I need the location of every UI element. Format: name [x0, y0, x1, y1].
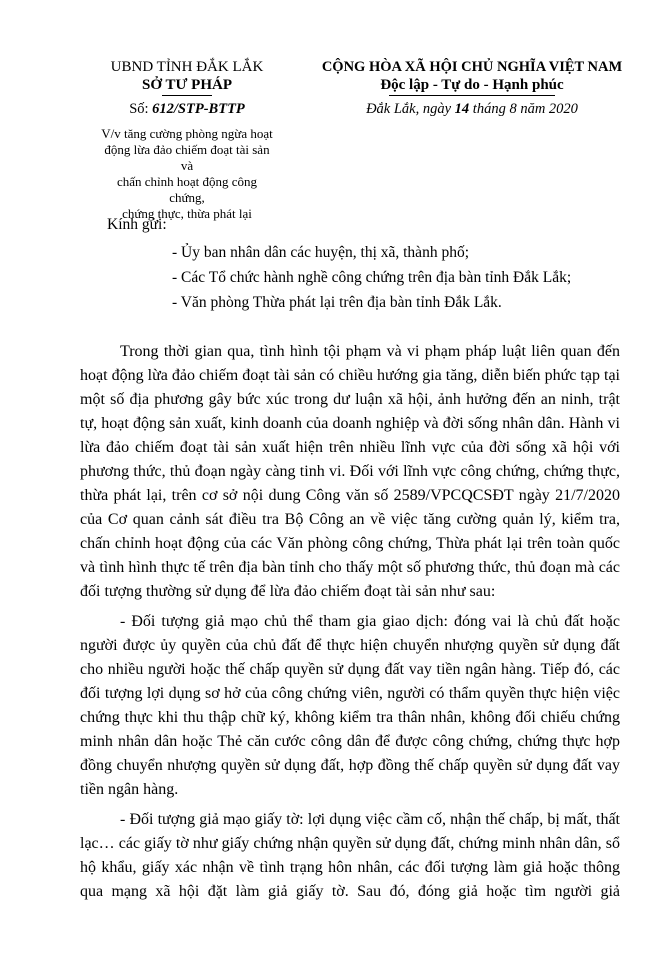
national-heading [302, 58, 642, 118]
place-date [302, 100, 642, 118]
recipient-item: - Ủy ban nhân dân các huyện, thị xã, thành phố; [172, 244, 469, 261]
subject-line: chứng thực, thừa phát lại [122, 206, 252, 221]
body-paragraph: - Đối tượng giả mạo giấy tờ: lợi dụng việc cầm cố, nhận thế chấp, bị mất, thất lạc… các giấy tờ như giấy chứng nhận quyền sử dụng đất, chứng minh nhân dân, sổ hộ khẩu, giấy xác nhận về tình trạng hôn nhân, các đối tượng làm giả hoặc thông qua mạng xã hội đặt làm giả giấy tờ. Sau đó, đóng giả hoặc tìm người giả [80, 811, 620, 900]
subject-line: chấn chỉnh hoạt động công chứng, [116, 174, 258, 205]
motto-underline [389, 95, 555, 96]
date-day: 14 [454, 101, 470, 117]
document-body [80, 340, 620, 910]
national-motto: Độc lập - Tự do - Hạnh phúc [380, 77, 564, 93]
document-number-label: Số: [129, 101, 153, 117]
date-suffix: tháng 8 năm 2020 [469, 101, 578, 117]
recipients-label: Kính gửi: [107, 216, 167, 233]
body-paragraph: Trong thời gian qua, tình hình tội phạm và vi phạm pháp luật liên quan đến hoạt động lừa đảo chiếm đoạt tài sản có chiều hướng gia tăng, diễn biến phức tạp tại một số địa phương gây bức xúc trong dư luận xã hội, ảnh hưởng đến an ninh, trật tự, hoạt động sản xuất, kinh doanh của doanh nghiệp và đời sống nhân dân. Hành vi lừa đảo chiếm đoạt tài sản xuất hiện trên nhiều lĩnh vực của đời sống xã hội với phương thức, thủ đoạn ngày càng tinh vi. Đối với lĩnh vực công chứng, chứng thực, thừa phát lại, trên cơ sở nội dung Công văn số 2589/VPCQCSĐT ngày 21/7/2020 của Cơ quan cảnh sát điều tra Bộ Công an về việc tăng cường quản lý, kiểm tra, chấn chỉnh hoạt động của các Văn phòng công chứng, Thừa phát lại trên toàn quốc và tình hình thực tế trên địa bàn tỉnh cho thấy một số phương thức, thủ đoạn mà các đối tượng thường sử dụng để lừa đảo chiếm đoạt tài sản như sau: [80, 343, 620, 600]
subject-line: V/v tăng cường phòng ngừa hoạt [101, 126, 273, 141]
issuer-underline [162, 95, 212, 96]
issuer-block [92, 58, 282, 222]
document-subject [92, 126, 282, 222]
date-prefix: Đắk Lắk, ngày [366, 101, 455, 117]
document-number-value: 612/STP-BTTP [152, 101, 245, 117]
body-paragraph: - Đối tượng giả mạo chủ thể tham gia giao dịch: đóng vai là chủ đất hoặc người được ủy quyền của chủ đất để thực hiện chuyển nhượng quyền sử dụng đất cho nhiều người hoặc thế chấp quyền sử dụng đất vay tiền ngân hàng. Tiếp đó, các đối tượng lợi dụng sơ hở của công chứng viên, người có thẩm quyền thực hiện việc chứng thực khi thu thập chữ ký, không kiểm tra thân nhân, không đối chiếu chứng minh nhân dân hoặc Thẻ căn cước công dân để được công chứng, chứng thực hợp đồng chuyển nhượng quyền sử dụng đất, hợp đồng thế chấp quyền sử dụng đất vay tiền ngân hàng. [80, 613, 620, 798]
recipient-item: - Văn phòng Thừa phát lại trên địa bàn tỉnh Đắk Lắk. [172, 294, 502, 311]
recipient-item: - Các Tổ chức hành nghề công chứng trên địa bàn tỉnh Đắk Lắk; [172, 269, 572, 286]
document-number [92, 100, 282, 118]
subject-line: động lừa đảo chiếm đoạt tài sản và [104, 142, 270, 173]
issuer-org: SỞ TƯ PHÁP [141, 77, 232, 93]
recipients-list [172, 240, 642, 315]
issuer-parent-org: UBND TỈNH ĐẮK LẮK [110, 59, 264, 75]
nation-name: CỘNG HÒA XÃ HỘI CHỦ NGHĨA VIỆT NAM [321, 59, 623, 75]
